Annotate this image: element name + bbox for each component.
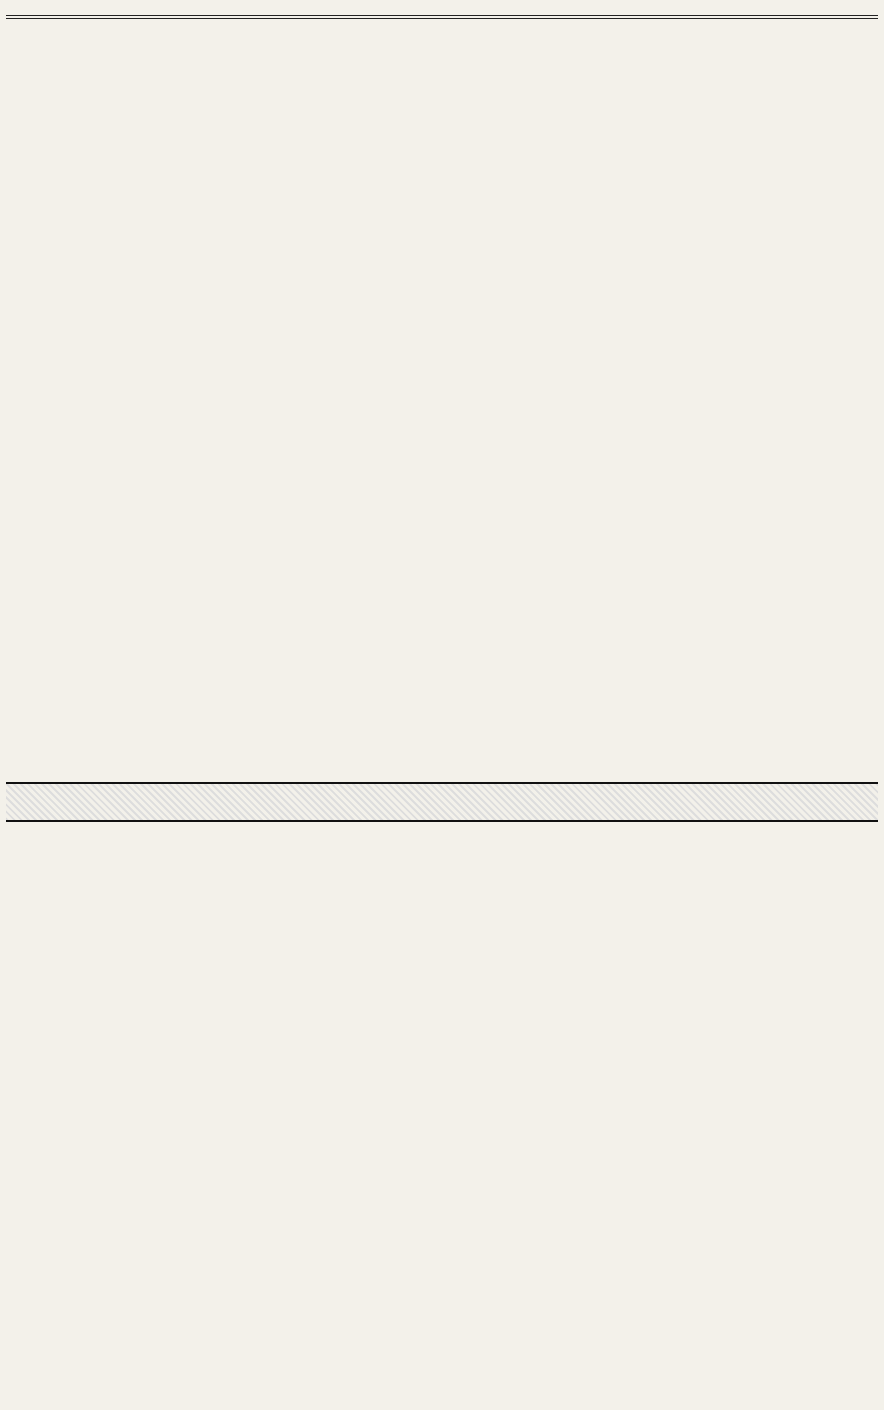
masthead xyxy=(6,4,878,16)
service-guide-columns xyxy=(6,826,878,1404)
home-service-guide-banner xyxy=(6,782,878,822)
classified-columns xyxy=(6,18,878,780)
